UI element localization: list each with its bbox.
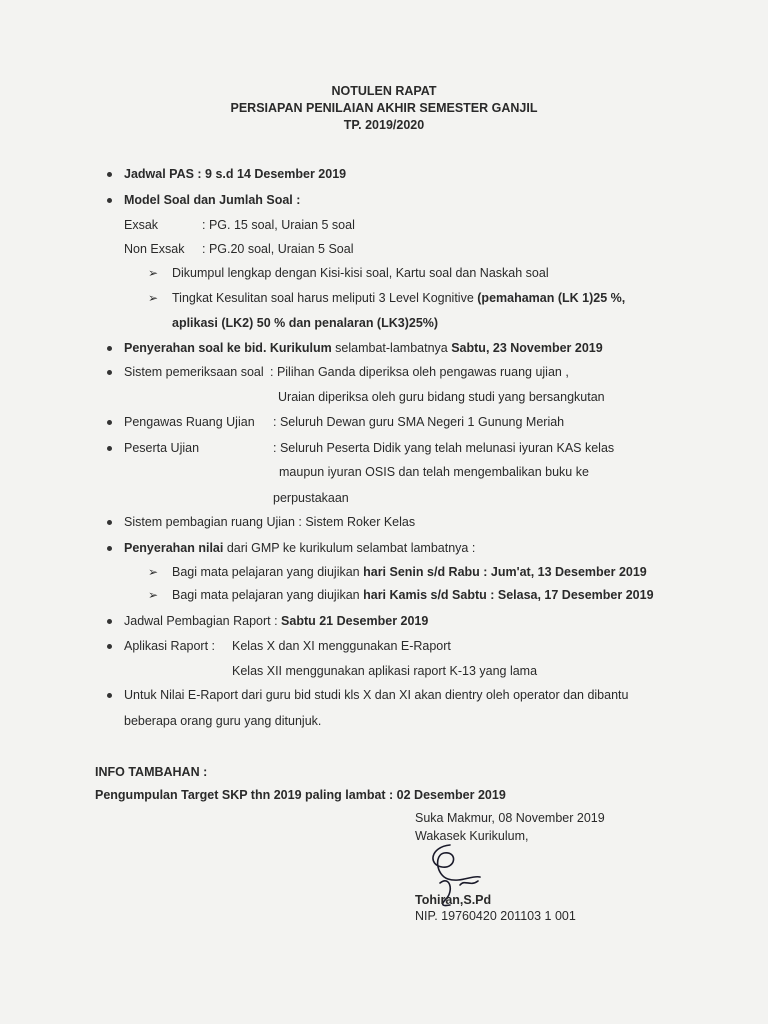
aplikasi-value-1: Kelas X dan XI menggunakan E-Raport bbox=[232, 639, 451, 653]
model-soal: Model Soal dan Jumlah Soal : bbox=[124, 193, 301, 207]
bullet-dot bbox=[107, 446, 112, 451]
penyerahan-soal bbox=[124, 340, 603, 356]
peserta-value-2: maupun iyuran OSIS dan telah mengembalikan buku ke bbox=[279, 465, 589, 479]
exsak-value: : PG. 15 soal, Uraian 5 soal bbox=[202, 218, 355, 232]
sub-item-1: Dikumpul lengkap dengan Kisi-kisi soal, Kartu soal dan Naskah soal bbox=[172, 266, 549, 280]
sistem-ruang: Sistem pembagian ruang Ujian : Sistem Roker Kelas bbox=[124, 515, 416, 529]
sub-item-2-cont: aplikasi (LK2) 50 % dan penalaran (LK3)25%) bbox=[172, 316, 439, 330]
bullet-dot bbox=[107, 520, 112, 525]
bullet-dot bbox=[107, 619, 112, 624]
eraport-line-1: Untuk Nilai E-Raport dari guru bid studi kls X dan XI akan dientry oleh operator dan dibantu bbox=[124, 688, 629, 702]
sub-item-2-text: Tingkat Kesulitan soal harus meliputi 3 Level Kognitive bbox=[172, 291, 478, 305]
aplikasi-value-2: Kelas XII menggunakan aplikasi raport K-13 yang lama bbox=[232, 664, 538, 678]
jadwal-pas: Jadwal PAS : 9 s.d 14 Desember 2019 bbox=[124, 167, 347, 181]
sign-place-date: Suka Makmur, 08 November 2019 bbox=[415, 811, 605, 825]
pengawas-value: : Seluruh Dewan guru SMA Negeri 1 Gunung Meriah bbox=[273, 415, 565, 429]
bullet-dot bbox=[107, 172, 112, 177]
bullet-dot bbox=[107, 693, 112, 698]
penyerahan-date: Sabtu, 23 November 2019 bbox=[451, 341, 603, 355]
peserta-label: Peserta Ujian bbox=[124, 441, 200, 455]
nilai-sub-2 bbox=[172, 587, 654, 603]
sistem-value-2: Uraian diperiksa oleh guru bidang studi yang bersangkutan bbox=[278, 390, 605, 404]
raport-date: Sabtu 21 Desember 2019 bbox=[281, 614, 429, 628]
peserta-value-1: : Seluruh Peserta Didik yang telah melunasi iyuran KAS kelas bbox=[273, 441, 615, 455]
bullet-dot bbox=[107, 370, 112, 375]
sistem-label: Sistem pemeriksaan soal bbox=[124, 365, 264, 379]
info-line: Pengumpulan Target SKP thn 2019 paling lambat : 02 Desember 2019 bbox=[95, 788, 506, 802]
arrow-bullet-icon: ➢ bbox=[148, 588, 159, 602]
nilai-sub-2-text: Bagi mata pelajaran yang diujikan bbox=[172, 588, 364, 602]
sign-name: Tohiran,S.Pd bbox=[415, 893, 492, 907]
penyerahan-text: selambat-lambatnya bbox=[331, 341, 452, 355]
sign-nip: NIP. 19760420 201103 1 001 bbox=[415, 909, 576, 923]
info-title: INFO TAMBAHAN : bbox=[95, 765, 208, 779]
penyerahan-nilai bbox=[124, 540, 475, 556]
nilai-text: dari GMP ke kurikulum selambat lambatnya : bbox=[223, 541, 476, 555]
pengawas-label: Pengawas Ruang Ujian bbox=[124, 415, 255, 429]
arrow-bullet-icon: ➢ bbox=[148, 565, 159, 579]
bullet-dot bbox=[107, 644, 112, 649]
penyerahan-bold: Penyerahan soal ke bid. Kurikulum bbox=[124, 341, 332, 355]
bullet-dot bbox=[107, 420, 112, 425]
doc-title: NOTULEN RAPAT bbox=[331, 84, 437, 98]
arrow-bullet-icon: ➢ bbox=[148, 291, 159, 305]
sub-item-2 bbox=[172, 290, 625, 306]
nilai-sub-1-bold: hari Senin s/d Rabu : Jum'at, 13 Desember 2019 bbox=[363, 565, 647, 579]
peserta-value-3: perpustakaan bbox=[273, 491, 349, 505]
nonexsak-value: : PG.20 soal, Uraian 5 Soal bbox=[202, 242, 354, 256]
sub-item-2-bold: (pemahaman (LK 1)25 %, bbox=[477, 291, 626, 305]
raport-text: Jadwal Pembagian Raport : bbox=[124, 614, 282, 628]
nilai-bold: Penyerahan nilai bbox=[124, 541, 224, 555]
jadwal-raport bbox=[124, 613, 428, 629]
sign-role: Wakasek Kurikulum, bbox=[415, 829, 529, 843]
eraport-line-2: beberapa orang guru yang ditunjuk. bbox=[124, 714, 322, 728]
arrow-bullet-icon: ➢ bbox=[148, 266, 159, 280]
nilai-sub-1 bbox=[172, 564, 647, 580]
exsak-label: Exsak bbox=[124, 218, 159, 232]
bullet-dot bbox=[107, 546, 112, 551]
bullet-dot bbox=[107, 198, 112, 203]
doc-subtitle: PERSIAPAN PENILAIAN AKHIR SEMESTER GANJIL bbox=[230, 101, 538, 115]
aplikasi-label: Aplikasi Raport : bbox=[124, 639, 216, 653]
nilai-sub-2-bold: hari Kamis s/d Sabtu : Selasa, 17 Desember 2019 bbox=[363, 588, 654, 602]
nilai-sub-1-text: Bagi mata pelajaran yang diujikan bbox=[172, 565, 364, 579]
sistem-value-1: : Pilihan Ganda diperiksa oleh pengawas ruang ujian , bbox=[270, 365, 569, 379]
bullet-dot bbox=[107, 346, 112, 351]
nonexsak-label: Non Exsak bbox=[124, 242, 185, 256]
doc-year: TP. 2019/2020 bbox=[343, 118, 425, 132]
